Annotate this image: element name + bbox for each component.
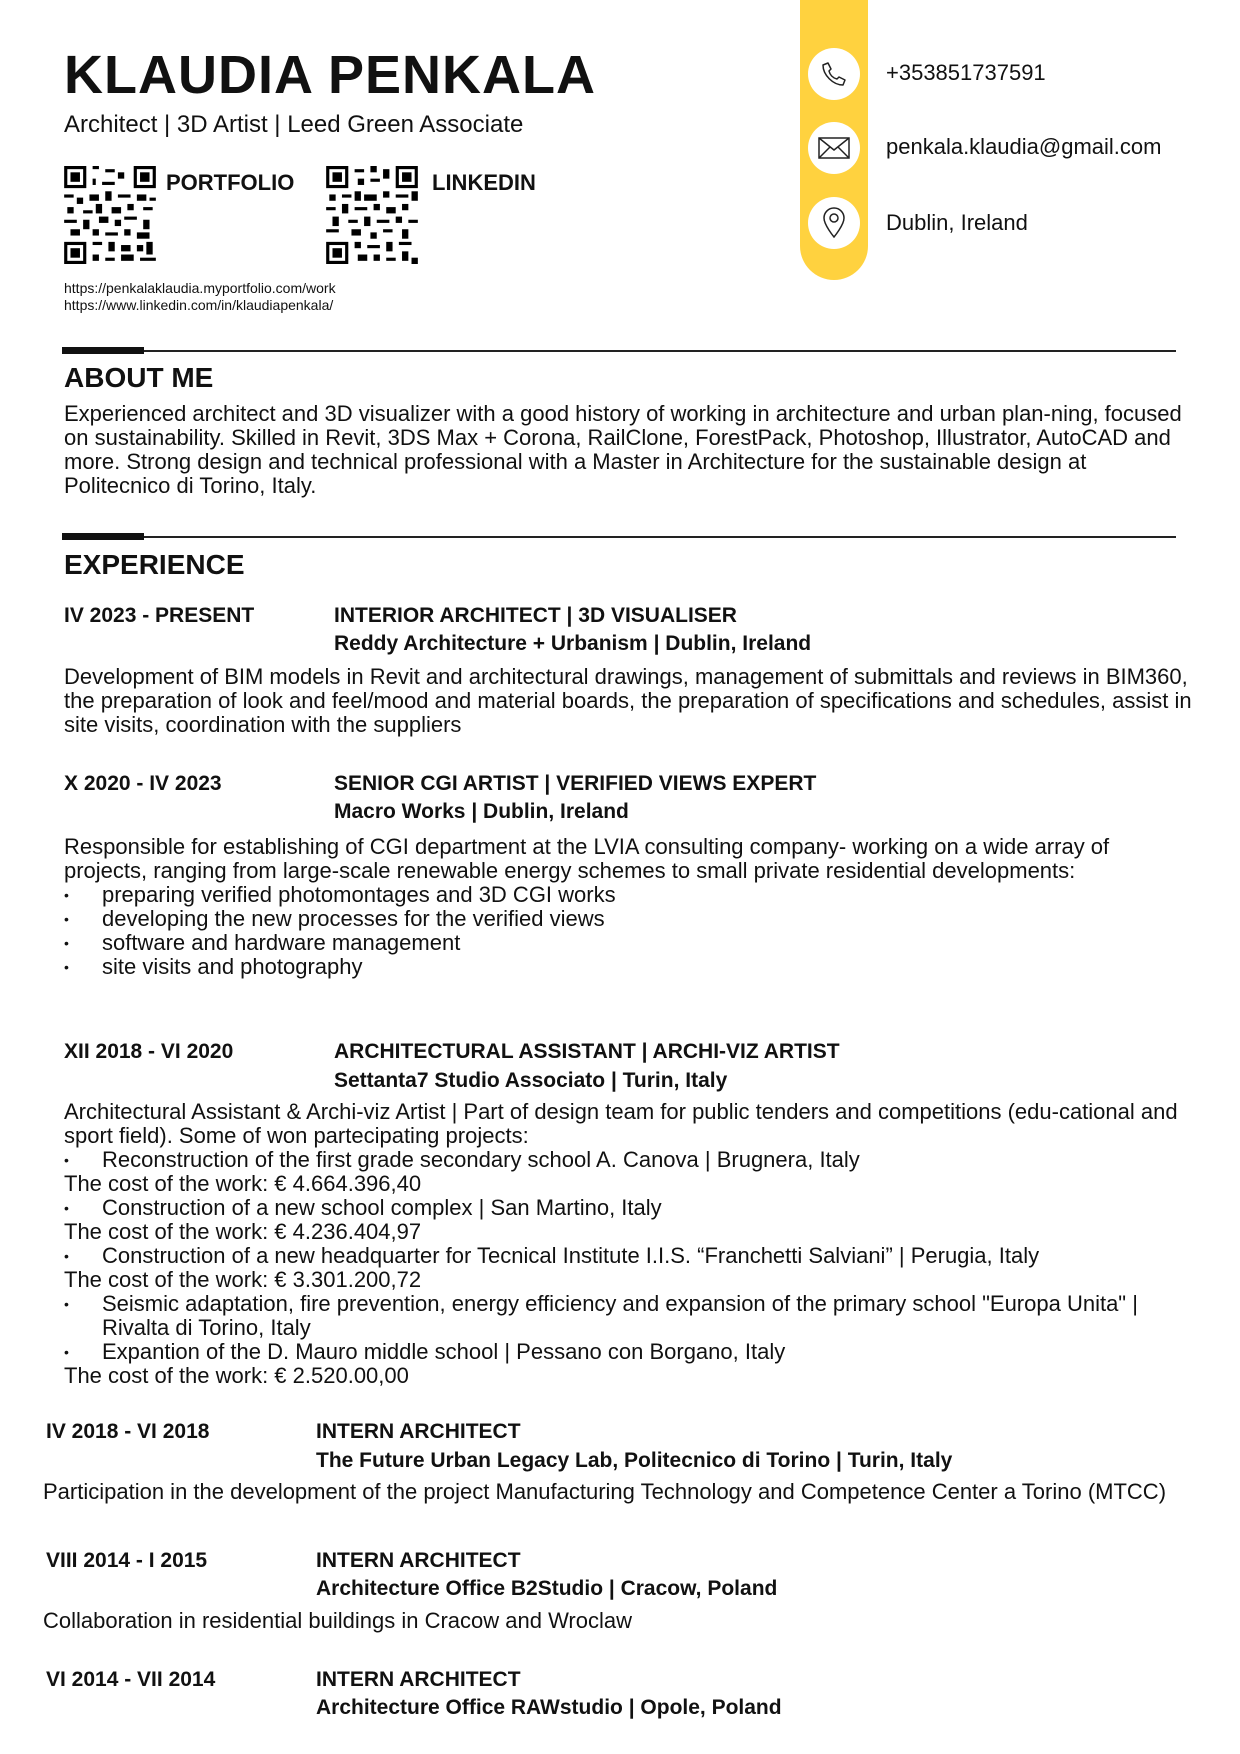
phone-number[interactable]: +353851737591 xyxy=(886,60,1046,85)
project-cost: The cost of the work: € 3.301.200,72 xyxy=(64,1267,422,1292)
location-pin-icon xyxy=(821,207,847,239)
job-title: INTERN ARCHITECT xyxy=(316,1549,521,1572)
linkedin-qr-code-icon[interactable] xyxy=(326,166,418,264)
list-item: • Expantion of the D. Mauro middle school | Pessano con Borgano, Italy xyxy=(64,1340,1184,1364)
job-date: IV 2023 - PRESENT xyxy=(64,604,255,627)
job-date: IV 2018 - VI 2018 xyxy=(46,1420,210,1443)
project-cost: The cost of the work: € 4.236.404,97 xyxy=(64,1219,422,1244)
section-divider xyxy=(62,350,1176,352)
section-divider xyxy=(62,536,1176,538)
linkedin-url-link[interactable]: https://www.linkedin.com/in/klaudiapenkala/ xyxy=(64,297,334,313)
list-item: • developing the new processes for the verified views xyxy=(64,907,1174,931)
portfolio-url-link[interactable]: https://penkalaklaudia.myportfolio.com/work xyxy=(64,280,336,296)
job-description-text: Responsible for establishing of CGI department at the LVIA consulting company- working on a wide array of projects, ranging from large-scale renewable energy schemes to small private residential developments: xyxy=(64,834,1110,883)
list-item: • Reconstruction of the first grade secondary school A. Canova | Brugnera, Italy xyxy=(64,1148,1184,1172)
project-cost: The cost of the work: € 4.664.396,40 xyxy=(64,1171,422,1196)
list-item: • Construction of a new school complex | San Martino, Italy xyxy=(64,1196,1184,1220)
job-company: The Future Urban Legacy Lab, Politecnico di Torino | Turin, Italy xyxy=(316,1449,953,1472)
job-title: INTERN ARCHITECT xyxy=(316,1668,521,1691)
job-description-text: Architectural Assistant & Archi-viz Artist | Part of design team for public tenders and competitions (edu-cational and sport field). Some of won partecipating projects: xyxy=(64,1099,1178,1148)
email-icon-circle xyxy=(808,122,860,174)
location-icon-circle xyxy=(808,197,860,249)
job-date: XII 2018 - VI 2020 xyxy=(64,1040,234,1063)
job-description: Participation in the development of the project Manufacturing Technology and Competence Center a Torino (MTCC) xyxy=(43,1479,1167,1504)
job-date: VI 2014 - VII 2014 xyxy=(46,1668,216,1691)
list-item: • software and hardware management xyxy=(64,931,1174,955)
job-company: Reddy Architecture + Urbanism | Dublin, Ireland xyxy=(334,632,812,655)
list-item: • Seismic adaptation, fire prevention, energy efficiency and expansion of the primary school "Europa Unita" | Rivalta di Torino, Italy xyxy=(64,1292,1184,1340)
project-list xyxy=(64,1148,1184,1388)
resume-name: KLAUDIA PENKALA xyxy=(64,45,596,105)
profile-urls xyxy=(64,280,336,314)
job-description xyxy=(64,1100,1184,1388)
resume-subtitle: Architect | 3D Artist | Leed Green Associate xyxy=(64,111,524,138)
job-company: Settanta7 Studio Associato | Turin, Italy xyxy=(334,1069,728,1092)
job-description xyxy=(64,835,1174,979)
email-address[interactable]: penkala.klaudia@gmail.com xyxy=(886,134,1162,159)
job-title: SENIOR CGI ARTIST | VERIFIED VIEWS EXPERT xyxy=(334,772,817,795)
job-description: Collaboration in residential buildings in Cracow and Wroclaw xyxy=(43,1608,633,1633)
location-text: Dublin, Ireland xyxy=(886,210,1028,235)
job-title: ARCHITECTURAL ASSISTANT | ARCHI-VIZ ARTIST xyxy=(334,1040,840,1063)
envelope-icon xyxy=(817,135,851,161)
job-company: Macro Works | Dublin, Ireland xyxy=(334,800,629,823)
linkedin-label[interactable]: LINKEDIN xyxy=(432,170,536,195)
experience-title: EXPERIENCE xyxy=(64,549,245,580)
job-company: Architecture Office RAWstudio | Opole, Poland xyxy=(316,1696,782,1719)
job-date: X 2020 - IV 2023 xyxy=(64,772,222,795)
list-item: • site visits and photography xyxy=(64,955,1174,979)
job-title: INTERIOR ARCHITECT | 3D VISUALISER xyxy=(334,604,737,627)
list-item: • Construction of a new headquarter for Tecnical Institute I.I.S. “Franchetti Salviani” | Perugia, Italy xyxy=(64,1244,1184,1268)
about-text: Experienced architect and 3D visualizer with a good history of working in architecture and urban plan-ning, focused on sustainability. Skilled in Revit, 3DS Max + Corona, RailClone, ForestPack, Photoshop, Illustrator, AutoCAD and more. Strong design and technical professional with a Master in Architecture for the sustainable design at Politecnico di Torino, Italy. xyxy=(64,401,1182,498)
phone-icon xyxy=(819,59,849,89)
job-company: Architecture Office B2Studio | Cracow, Poland xyxy=(316,1577,778,1600)
job-bullet-list xyxy=(64,883,1174,979)
list-item: • preparing verified photomontages and 3D CGI works xyxy=(64,883,1174,907)
project-cost: The cost of the work: € 2.520.00,00 xyxy=(64,1363,409,1388)
job-date: VIII 2014 - I 2015 xyxy=(46,1549,208,1572)
portfolio-qr-code-icon[interactable] xyxy=(64,166,156,264)
about-title: ABOUT ME xyxy=(64,362,214,393)
portfolio-label[interactable]: PORTFOLIO xyxy=(166,170,295,195)
job-description: Development of BIM models in Revit and architectural drawings, management of submittals and reviews in BIM360, the preparation of look and feel/mood and material boards, the preparation of specifications and schedules, assist in site visits, coordination with the suppliers xyxy=(64,664,1192,737)
phone-icon-circle xyxy=(808,48,860,100)
job-title: INTERN ARCHITECT xyxy=(316,1420,521,1443)
